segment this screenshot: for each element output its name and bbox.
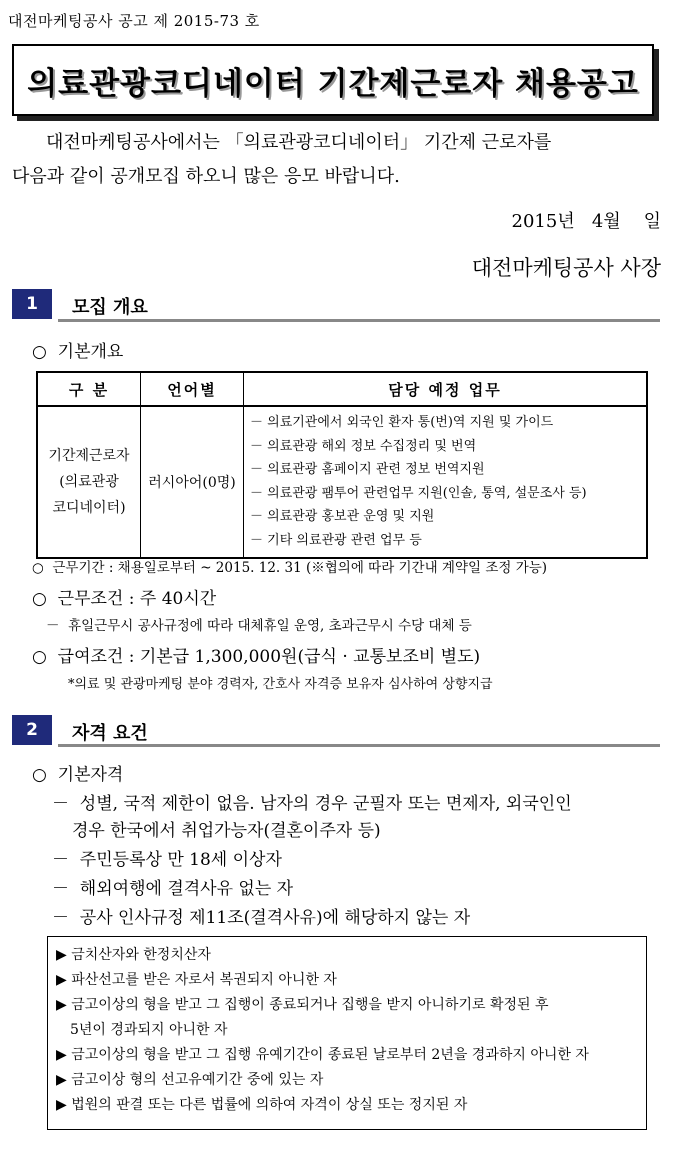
position-line: 기간제근로자 bbox=[48, 447, 130, 464]
table-header-row bbox=[37, 372, 647, 406]
qualification-item-continuation: 경우 한국에서 취업가능자(결혼이주자 등) bbox=[72, 821, 381, 841]
qualification-item: － 성별, 국적 제한이 없음. 남자의 경우 군필자 또는 면제자, 외국인인 bbox=[52, 794, 572, 814]
section-number-1: 1 bbox=[12, 289, 52, 319]
qualification-item: － 공사 인사규정 제11조(결격사유)에 해당하지 않는 자 bbox=[52, 908, 471, 928]
section-divider-2 bbox=[58, 744, 660, 747]
section-number-2: 2 bbox=[12, 715, 52, 745]
position-line: (의료관광 bbox=[59, 473, 119, 490]
qualification-item: － 주민등록상 만 18세 이상자 bbox=[52, 850, 282, 870]
section-title-2: 자격 요건 bbox=[72, 723, 148, 744]
disqualification-item: ▶ 금치산자와 한정치산자 bbox=[56, 947, 211, 963]
table-row bbox=[37, 406, 647, 558]
disqualification-item: ▶ 금고이상의 형을 받고 그 집행이 종료되거나 집행을 받지 아니하기로 확정된 후 bbox=[56, 997, 549, 1013]
duty-item: － 의료관광 해외 정보 수집정리 및 번역 bbox=[250, 438, 477, 454]
salary-note: *의료 및 관광마케팅 분야 경력자, 간호사 자격증 보유자 심사하여 상향지급 bbox=[68, 677, 493, 692]
header-language: 언어별 bbox=[141, 372, 244, 406]
intro-line-1: 대전마케팅공사에서는 「의료관광코디네이터」 기간제 근로자를 bbox=[46, 132, 552, 153]
header-duties: 담당 예정 업무 bbox=[244, 372, 648, 406]
disqualification-box bbox=[47, 936, 647, 1130]
disqualification-item: ▶ 법원의 판결 또는 다른 법률에 의하여 자격이 상실 또는 정지된 자 bbox=[56, 1097, 468, 1113]
salary-conditions: ○ 급여조건 : 기본급 1,300,000원(급식 · 교통보조비 별도) bbox=[32, 647, 481, 667]
document-number: 대전마케팅공사 공고 제 2015-73 호 bbox=[8, 12, 260, 30]
page-title: 의료관광코디네이터 기간제근로자 채용공고 bbox=[27, 65, 639, 102]
duty-item: － 의료기관에서 외국인 환자 통(번)역 지원 및 가이드 bbox=[250, 415, 554, 430]
intro-line-2: 다음과 같이 공개모집 하오니 많은 응모 바랍니다. bbox=[12, 166, 400, 187]
position-line: 코디네이터) bbox=[52, 499, 126, 516]
duty-item: － 기타 의료관광 관련 업무 등 bbox=[250, 532, 422, 548]
qualification-heading: ○ 기본자격 bbox=[32, 765, 124, 785]
duty-item: － 의료관광 홈페이지 관련 정보 번역지원 bbox=[250, 462, 485, 478]
language-cell: 러시아어(0명) bbox=[141, 406, 244, 558]
qualification-item: － 해외여행에 결격사유 없는 자 bbox=[52, 879, 294, 899]
issuer: 대전마케팅공사 사장 bbox=[471, 256, 661, 280]
overview-heading: ○ 기본개요 bbox=[32, 342, 124, 362]
position-cell bbox=[37, 406, 141, 558]
announcement-date: 2015년 4월 일 bbox=[511, 211, 661, 232]
disqualification-item-continuation: 5년이 경과되지 아니한 자 bbox=[70, 1022, 228, 1038]
duty-item: － 의료관광 홍보관 운영 및 지원 bbox=[250, 509, 435, 525]
disqualification-item: ▶ 금고이상 형의 선고유예기간 중에 있는 자 bbox=[56, 1072, 324, 1088]
title-box bbox=[12, 44, 654, 116]
overview-table bbox=[36, 371, 648, 559]
section-title-1: 모집 개요 bbox=[72, 297, 148, 318]
disqualification-item: ▶ 금고이상의 형을 받고 그 집행 유예기간이 종료된 날로부터 2년을 경과하지 아니한 자 bbox=[56, 1047, 589, 1063]
holiday-note: － 휴일근무시 공사규정에 따라 대체휴일 운영, 초과근무시 수당 대체 등 bbox=[46, 618, 472, 634]
header-category: 구 분 bbox=[37, 372, 141, 406]
disqualification-item: ▶ 파산선고를 받은 자로서 복권되지 아니한 자 bbox=[56, 972, 337, 988]
work-period: ○ 근무기간 : 채용일로부터 ~ 2015. 12. 31 (※협의에 따라 기간내 계약일 조정 가능) bbox=[32, 560, 548, 576]
duties-cell bbox=[244, 406, 648, 558]
section-divider-1 bbox=[58, 319, 660, 322]
work-conditions: ○ 근무조건 : 주 40시간 bbox=[32, 589, 217, 609]
duty-item: － 의료관광 팸투어 관련업무 지원(인솔, 통역, 설문조사 등) bbox=[250, 485, 587, 501]
